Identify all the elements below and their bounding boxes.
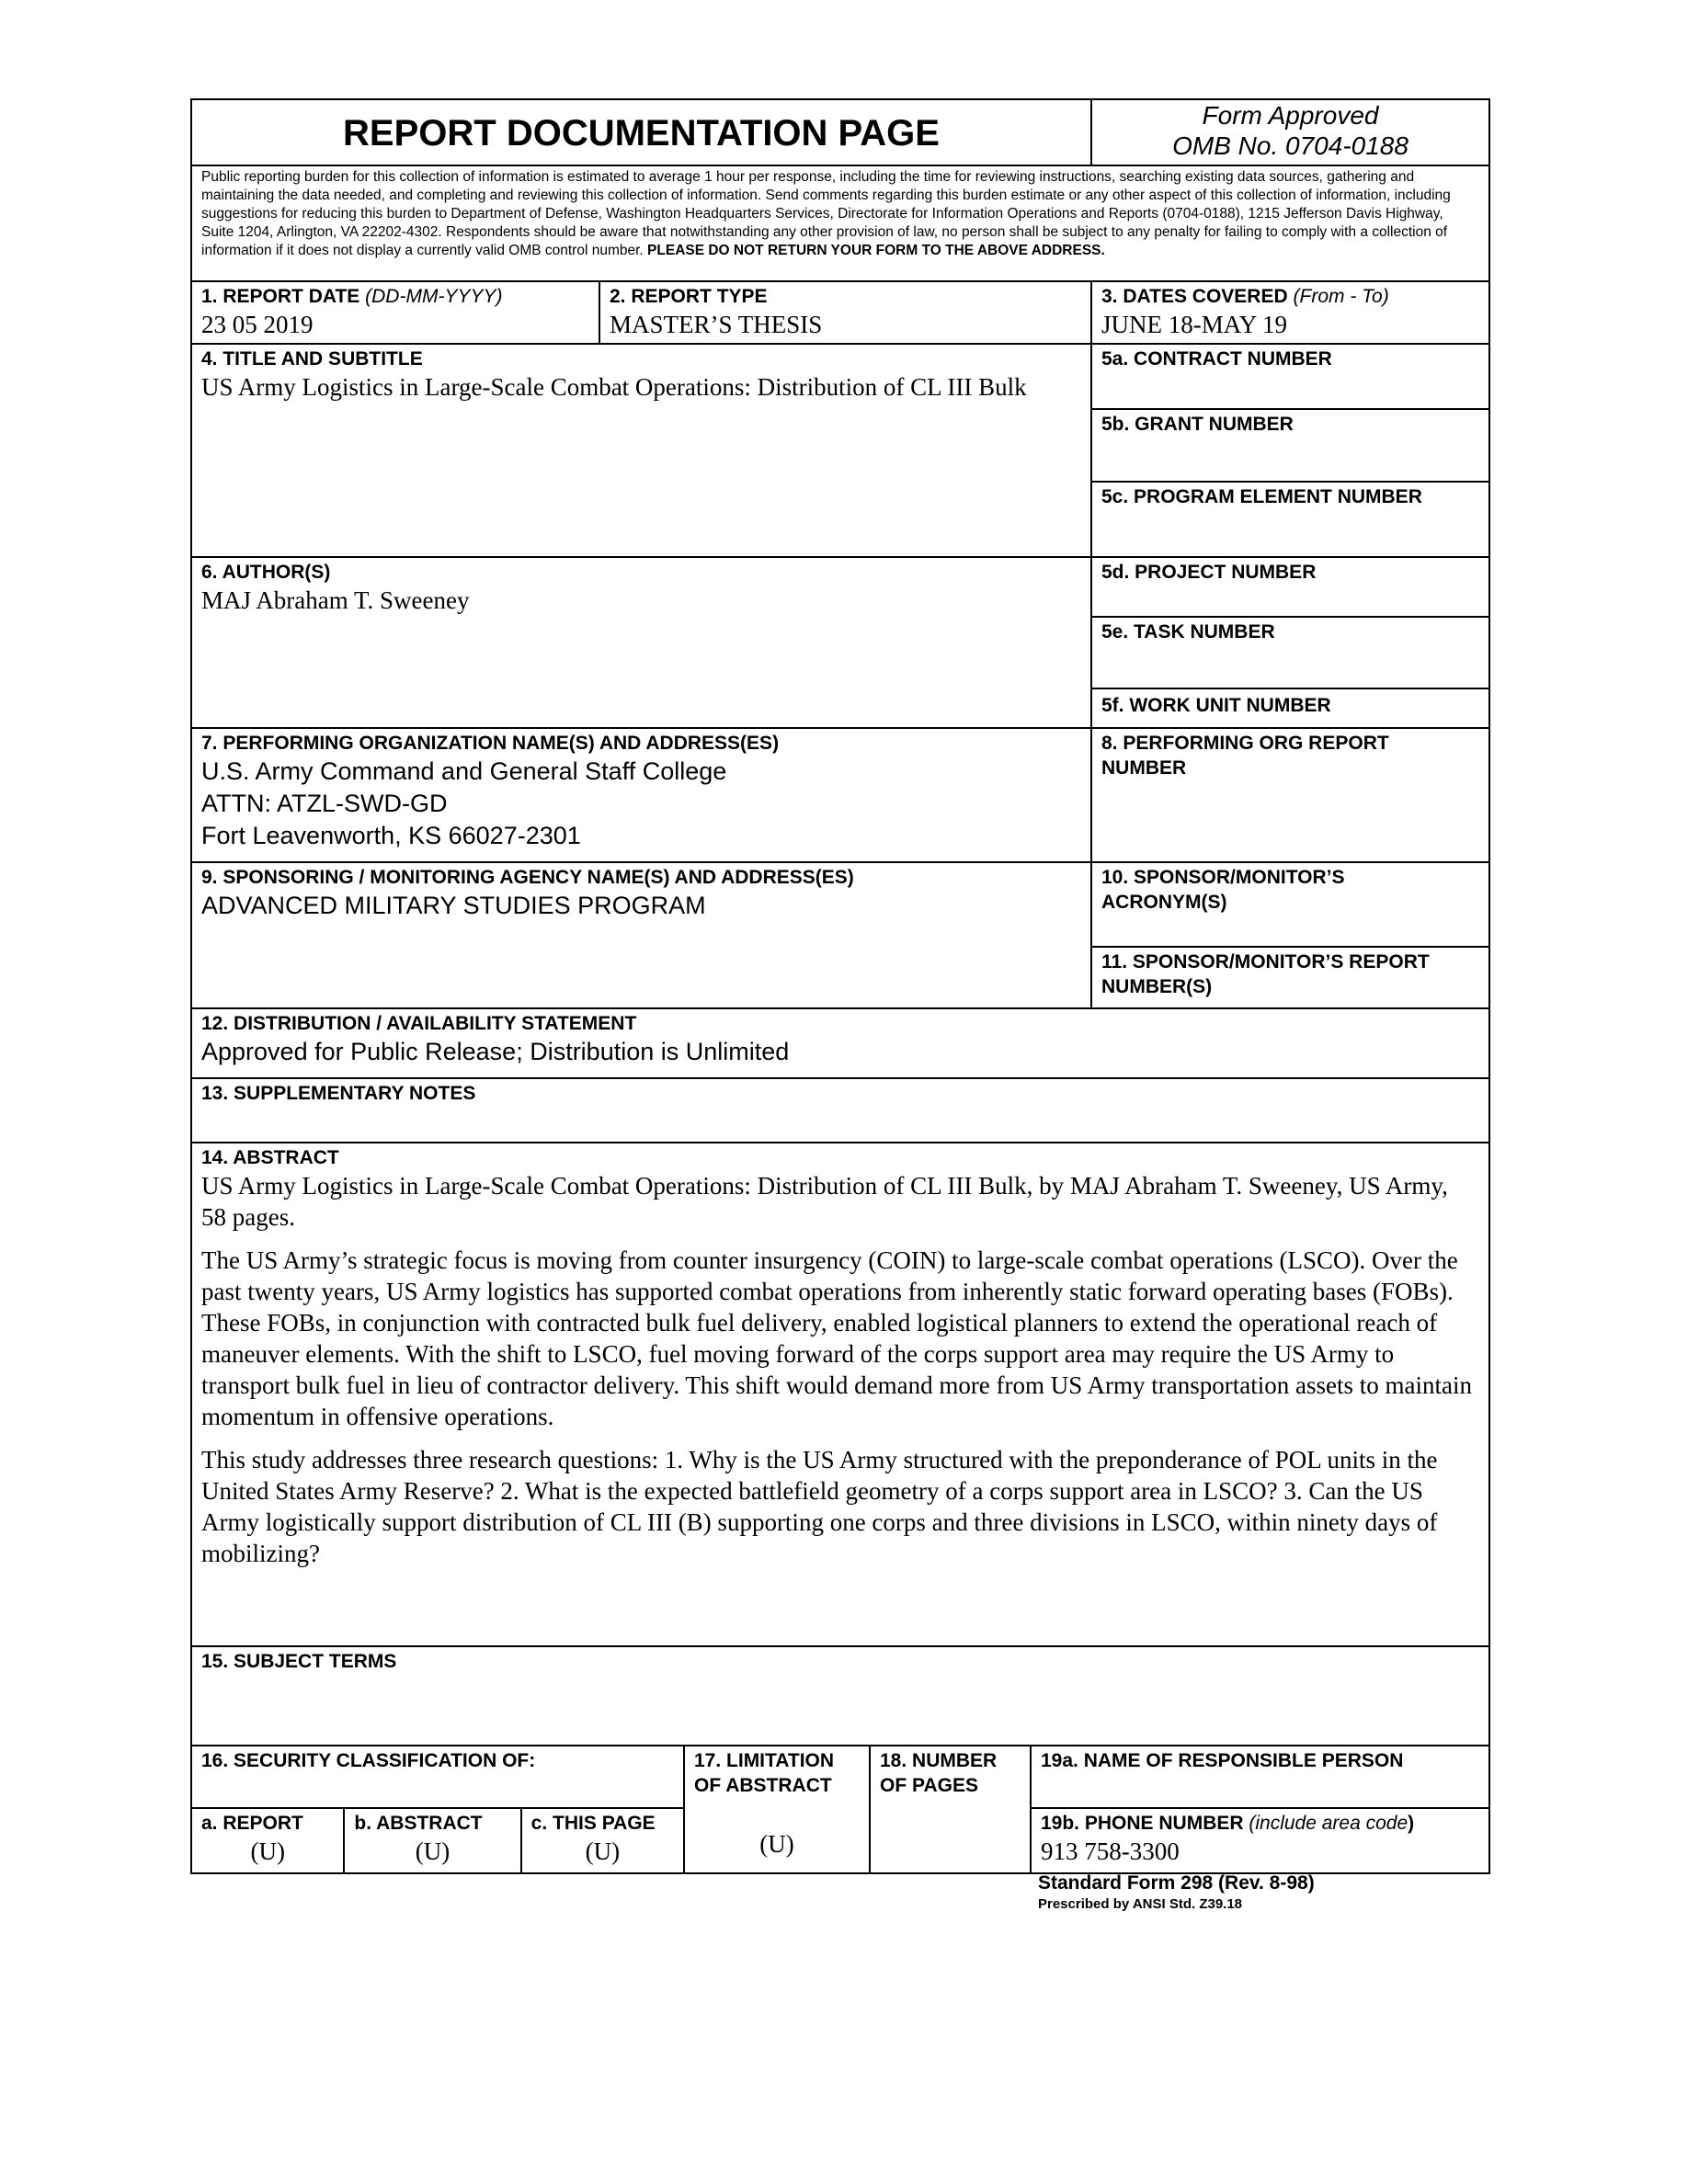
row-abstract (192, 1143, 1488, 1647)
sponsor-acronym-label-1: 10. SPONSOR/MONITOR’S (1101, 867, 1345, 888)
authors-cell (192, 558, 1092, 727)
phone-cell (1032, 1809, 1488, 1872)
responsible-cell (1032, 1746, 1488, 1872)
report-class-label: a. REPORT (201, 1813, 303, 1834)
row-dates (192, 282, 1488, 345)
responsible-person-label: 19a. NAME OF RESPONSIBLE PERSON (1041, 1750, 1404, 1771)
security-header (192, 1746, 683, 1809)
burden-notice-text: Public reporting burden for this collection of information is estimated to average 1 hour per response, including the time for reviewing instructions, searching existing data sources, gathering and maintaining the data needed, and completing and reviewing this collection of information. Send comments regarding this burden estimate or any other aspect of this collection of information, including suggestions for reducing this burden to Department of Defense, Washington Headquarters Services, Directorate for Information Operations and Reports (0704-0188), 1215 Jefferson Davis Highway, Suite 1204, Arlington, VA 22202-4302. Respondents should be aware that notwithstanding any other provision of law, no person shall be subject to any penalty for failing to comply with a collection of information if it does not display a currently valid OMB control number. (201, 169, 1451, 258)
performing-org-label: 7. PERFORMING ORGANIZATION NAME(S) AND ADDRESS(ES) (201, 733, 780, 754)
performing-org-line-2: ATTN: ATZL-SWD-GD (201, 790, 448, 817)
abstract-paragraph: The US Army’s strategic focus is moving from counter insurgency (COIN) to large-scale combat operations (LSCO). Over the past twenty years, US Army logistics has supported combat operations from inherently static forward operating bases (FOBs). These FOBs, in conjunction with contracted bulk fuel delivery, enabled logistical planners to extend the operational reach of maneuver elements. With the shift to LSCO, fuel moving forward of the corps support area may require the US Army to transport bulk fuel in lieu of contractor delivery. This shift would demand more from US Army transportation assets to maintain momentum in offensive operations. (201, 1246, 1472, 1430)
num-pages-cell (871, 1746, 1032, 1872)
distribution-value: Approved for Public Release; Distribution is Unlimited (201, 1038, 790, 1065)
grant-number-label: 5b. GRANT NUMBER (1101, 414, 1294, 435)
grant-number-cell (1092, 410, 1488, 483)
form-footer (1038, 1871, 1315, 1914)
phone-label: 19b. PHONE NUMBER (include area code) (1041, 1813, 1415, 1834)
burden-notice-warning: PLEASE DO NOT RETURN YOUR FORM TO THE ABOVE ADDRESS. (647, 243, 1105, 258)
numbers-cell-a (1092, 345, 1488, 556)
sponsor-report-label-1: 11. SPONSOR/MONITOR’S REPORT (1101, 951, 1430, 973)
sponsoring-agency-value: ADVANCED MILITARY STUDIES PROGRAM (201, 892, 706, 919)
authors-value: MAJ Abraham T. Sweeney (201, 586, 470, 614)
title-label: 4. TITLE AND SUBTITLE (201, 348, 423, 370)
performing-org-cell (192, 729, 1092, 861)
row-subject-terms (192, 1647, 1488, 1746)
page-class-cell (522, 1809, 683, 1872)
num-pages-label-2: OF PAGES (880, 1775, 978, 1796)
abstract-paragraph: This study addresses three research questions: 1. Why is the US Army structured with the preponderance of POL units in the United States Army Reserve? 2. What is the expected battlefield geometry of a corps support area in LSCO? 3. Can the US Army logistically support distribution of CL III (B) supporting one corps and three divisions in LSCO, within ninety days of mobilizing? (201, 1446, 1438, 1567)
performing-report-label-1: 8. PERFORMING ORG REPORT (1101, 733, 1389, 754)
subject-terms-cell (192, 1647, 1488, 1745)
task-number-label: 5e. TASK NUMBER (1101, 621, 1275, 643)
abstract-class-label: b. ABSTRACT (354, 1813, 483, 1834)
abstract-paragraph: US Army Logistics in Large-Scale Combat Operations: Distribution of CL III Bulk, by MAJ Abraham T. Sweeney, US Army, 58 pages. (201, 1172, 1448, 1231)
supplementary-cell (192, 1079, 1488, 1142)
project-number-cell (1092, 558, 1488, 618)
row-performing (192, 729, 1488, 863)
contract-number-label: 5a. CONTRACT NUMBER (1101, 348, 1332, 370)
responsible-person-cell (1032, 1746, 1488, 1809)
report-type-value: MASTER’S THESIS (610, 311, 823, 338)
row-sponsoring (192, 863, 1488, 1009)
distribution-cell (192, 1009, 1488, 1077)
sponsor-report-cell (1092, 948, 1488, 1006)
abstract-class-value: (U) (415, 1837, 451, 1865)
abstract-cell (192, 1143, 1488, 1645)
security-label: 16. SECURITY CLASSIFICATION OF: (201, 1750, 536, 1771)
form-approved: Form Approved (1202, 101, 1379, 130)
subject-terms-label: 15. SUBJECT TERMS (201, 1651, 397, 1672)
notice-row (192, 166, 1488, 282)
performing-report-cell (1092, 729, 1488, 861)
performing-report-label-2: NUMBER (1101, 757, 1187, 779)
project-number-label: 5d. PROJECT NUMBER (1101, 562, 1317, 583)
limitation-value: (U) (759, 1830, 794, 1858)
performing-org-line-3: Fort Leavenworth, KS 66027-2301 (201, 822, 581, 849)
abstract-label: 14. ABSTRACT (201, 1147, 339, 1168)
abstract-class-cell (345, 1809, 521, 1872)
ansi-prescription: Prescribed by ANSI Std. Z39.18 (1038, 1896, 1243, 1912)
dates-covered-cell (1092, 282, 1488, 343)
limitation-label-2: OF ABSTRACT (694, 1775, 832, 1796)
sponsor-acronym-cell (1092, 863, 1488, 948)
contract-number-cell (1092, 345, 1488, 410)
dates-covered-value: JUNE 18-MAY 19 (1101, 311, 1288, 338)
task-number-cell (1092, 618, 1488, 689)
row-title (192, 345, 1488, 558)
program-element-cell (1092, 483, 1488, 554)
report-type-label: 2. REPORT TYPE (610, 286, 768, 307)
distribution-label: 12. DISTRIBUTION / AVAILABILITY STATEMENT (201, 1013, 637, 1034)
authors-label: 6. AUTHOR(S) (201, 562, 331, 583)
phone-value: 913 758-3300 (1041, 1837, 1180, 1865)
page-class-value: (U) (585, 1837, 621, 1865)
work-unit-cell (1092, 689, 1488, 725)
supplementary-label: 13. SUPPLEMENTARY NOTES (201, 1083, 476, 1104)
security-cell (192, 1746, 685, 1872)
report-date-cell (192, 282, 600, 343)
row-authors (192, 558, 1488, 729)
title-value: US Army Logistics in Large-Scale Combat Operations: Distribution of CL III Bulk (201, 373, 1027, 401)
report-type-cell (600, 282, 1092, 343)
report-class-cell (192, 1809, 345, 1872)
report-date-value: 23 05 2019 (201, 311, 314, 338)
page-class-label: c. THIS PAGE (530, 1813, 656, 1834)
num-pages-label-1: 18. NUMBER (880, 1750, 998, 1771)
security-subcells (192, 1809, 683, 1872)
work-unit-label: 5f. WORK UNIT NUMBER (1101, 695, 1331, 716)
program-element-label: 5c. PROGRAM ELEMENT NUMBER (1101, 486, 1422, 507)
row-supplementary (192, 1079, 1488, 1143)
limitation-label-1: 17. LIMITATION (694, 1750, 835, 1771)
sponsoring-agency-cell (192, 863, 1092, 1007)
sponsor-report-label-2: NUMBER(S) (1101, 976, 1213, 997)
limitation-cell (685, 1746, 871, 1872)
sponsor-cells (1092, 863, 1488, 1007)
header-row (192, 100, 1488, 166)
row-distribution (192, 1009, 1488, 1079)
sponsor-acronym-label-2: ACRONYM(S) (1101, 892, 1227, 913)
report-documentation-form (190, 98, 1490, 1874)
row-security (192, 1746, 1488, 1872)
performing-org-line-1: U.S. Army Command and General Staff College (201, 757, 727, 785)
report-class-value: (U) (250, 1837, 285, 1865)
numbers-cell-b (1092, 558, 1488, 727)
dates-covered-label: 3. DATES COVERED (From - To) (1101, 286, 1389, 307)
title-cell (192, 345, 1092, 556)
form-title: REPORT DOCUMENTATION PAGE (343, 113, 940, 154)
sponsoring-agency-label: 9. SPONSORING / MONITORING AGENCY NAME(S) AND ADDRESS(ES) (201, 867, 854, 888)
omb-number: OMB No. 0704-0188 (1172, 131, 1409, 160)
burden-notice (192, 166, 1488, 280)
standard-form-label: Standard Form 298 (Rev. 8-98) (1038, 1872, 1315, 1894)
omb-cell (1092, 100, 1488, 165)
form-title-cell (192, 100, 1092, 165)
report-date-label: 1. REPORT DATE (DD-MM-YYYY) (201, 286, 503, 307)
